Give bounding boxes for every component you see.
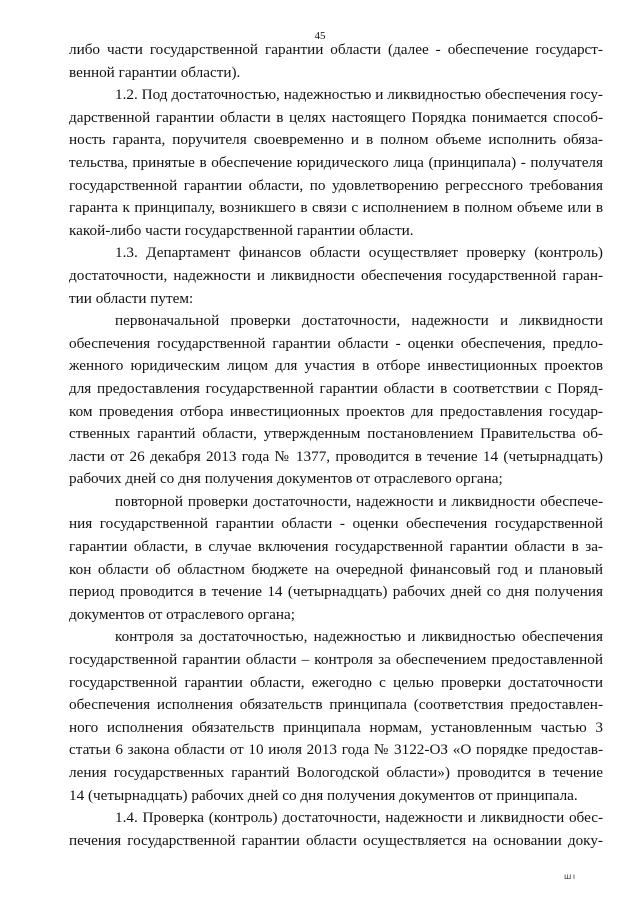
- paragraph: [69, 807, 603, 852]
- page-number: 45: [314, 30, 326, 42]
- text-line: статьи 6 закона области от 10 июля 2013 года № 3122-ОЗ «О порядке предостав-: [69, 741, 603, 759]
- text-line: венной гарантии области).: [69, 63, 241, 81]
- text-line: первоначальной проверки достаточности, надежности и ликвидности: [115, 312, 603, 330]
- text-line: государственной гарантии области – контроля за обеспечением предоставленной: [69, 651, 603, 669]
- text-line: ления государственных гарантий Вологодской области») проводится в течение: [69, 764, 603, 781]
- text-line: обеспечения исполнения обязательств принципала (соответствия предоставлен-: [69, 696, 603, 714]
- text-line: государственной гарантии области, ежегодно с целью проверки достаточности: [69, 673, 603, 691]
- text-line: гаранта к принципалу, возникшего в связи с исполнением в полном объеме или в: [69, 199, 603, 217]
- text-line: государственной гарантии области, по удовлетворению регрессного требования: [69, 176, 603, 194]
- text-line: ком проведения отбора инвестиционных проектов для предоставления государ-: [69, 402, 603, 420]
- paragraph: [69, 626, 603, 807]
- text-line: кон области об областном бюджете на очередной финансовый год и плановый: [69, 560, 603, 578]
- paragraph: [69, 242, 603, 310]
- text-line: ственных гарантий области, утвержденным постановлением Правительства об-: [69, 425, 603, 443]
- text-line: обеспечения государственной гарантии области - оценки обеспечения, предло-: [69, 334, 603, 352]
- text-line: достаточности, надежности и ликвидности обеспечения государственной гаран-: [69, 266, 603, 284]
- text-line: ласти от 26 декабря 2013 года № 1377, проводится в течение 14 (четырнадцать): [69, 447, 603, 465]
- text-line: ного исполнения обязательств принципала нормам, установленным частью 3: [69, 718, 603, 736]
- paragraph: [69, 310, 603, 491]
- text-line: повторной проверки достаточности, надежности и ликвидности обеспече-: [115, 492, 603, 510]
- paragraph: [69, 84, 603, 242]
- paragraph: [69, 491, 603, 627]
- paragraph: [69, 39, 603, 84]
- text-line: период проводится в течение 14 (четырнадцать) рабочих дней со дня получения: [69, 583, 603, 601]
- text-line: какой-либо части государственной гарантии области.: [69, 221, 414, 239]
- text-line: тельства, принятые в обеспечение юридического лица (принципала) - получателя: [69, 153, 603, 171]
- text-line: женного юридическим лицом для участия в отборе инвестиционных проектов: [69, 357, 603, 375]
- text-line: либо части государственной гарантии области (далее - обеспечение государст-: [69, 41, 603, 58]
- body-text: [69, 39, 603, 852]
- text-line: для предоставления государственной гарантии области в соответствии с Поряд-: [69, 379, 603, 397]
- text-line: 1.4. Проверка (контроль) достаточности, надежности и ликвидности обес-: [115, 809, 603, 827]
- text-line: 1.2. Под достаточностью, надежностью и ликвидностью обеспечения госу-: [115, 86, 603, 104]
- text-line: рабочих дней со дня получения документов от отраслевого органа;: [69, 470, 503, 488]
- text-line: тии области путем:: [69, 289, 194, 307]
- text-line: ния государственной гарантии области - оценки обеспечения государственной: [69, 515, 603, 533]
- text-line: дарственной гарантии области в целях настоящего Порядка понимается способ-: [69, 108, 603, 126]
- text-line: контроля за достаточностью, надежностью и ликвидностью обеспечения: [115, 628, 603, 646]
- corner-mark: ш ı: [564, 872, 576, 881]
- text-line: 1.3. Департамент финансов области осуществляет проверку (контроль): [115, 244, 603, 262]
- text-line: 14 (четырнадцать) рабочих дней со дня получения документов от принципала.: [69, 786, 578, 804]
- text-line: документов от отраслевого органа;: [69, 605, 295, 623]
- text-line: гарантии области, в случае включения государственной гарантии области в за-: [69, 538, 603, 556]
- text-line: печения государственной гарантии области осуществляется на основании доку-: [69, 831, 603, 849]
- text-line: ность гаранта, поручителя своевременно и в полном объеме исполнить обяза-: [69, 131, 603, 149]
